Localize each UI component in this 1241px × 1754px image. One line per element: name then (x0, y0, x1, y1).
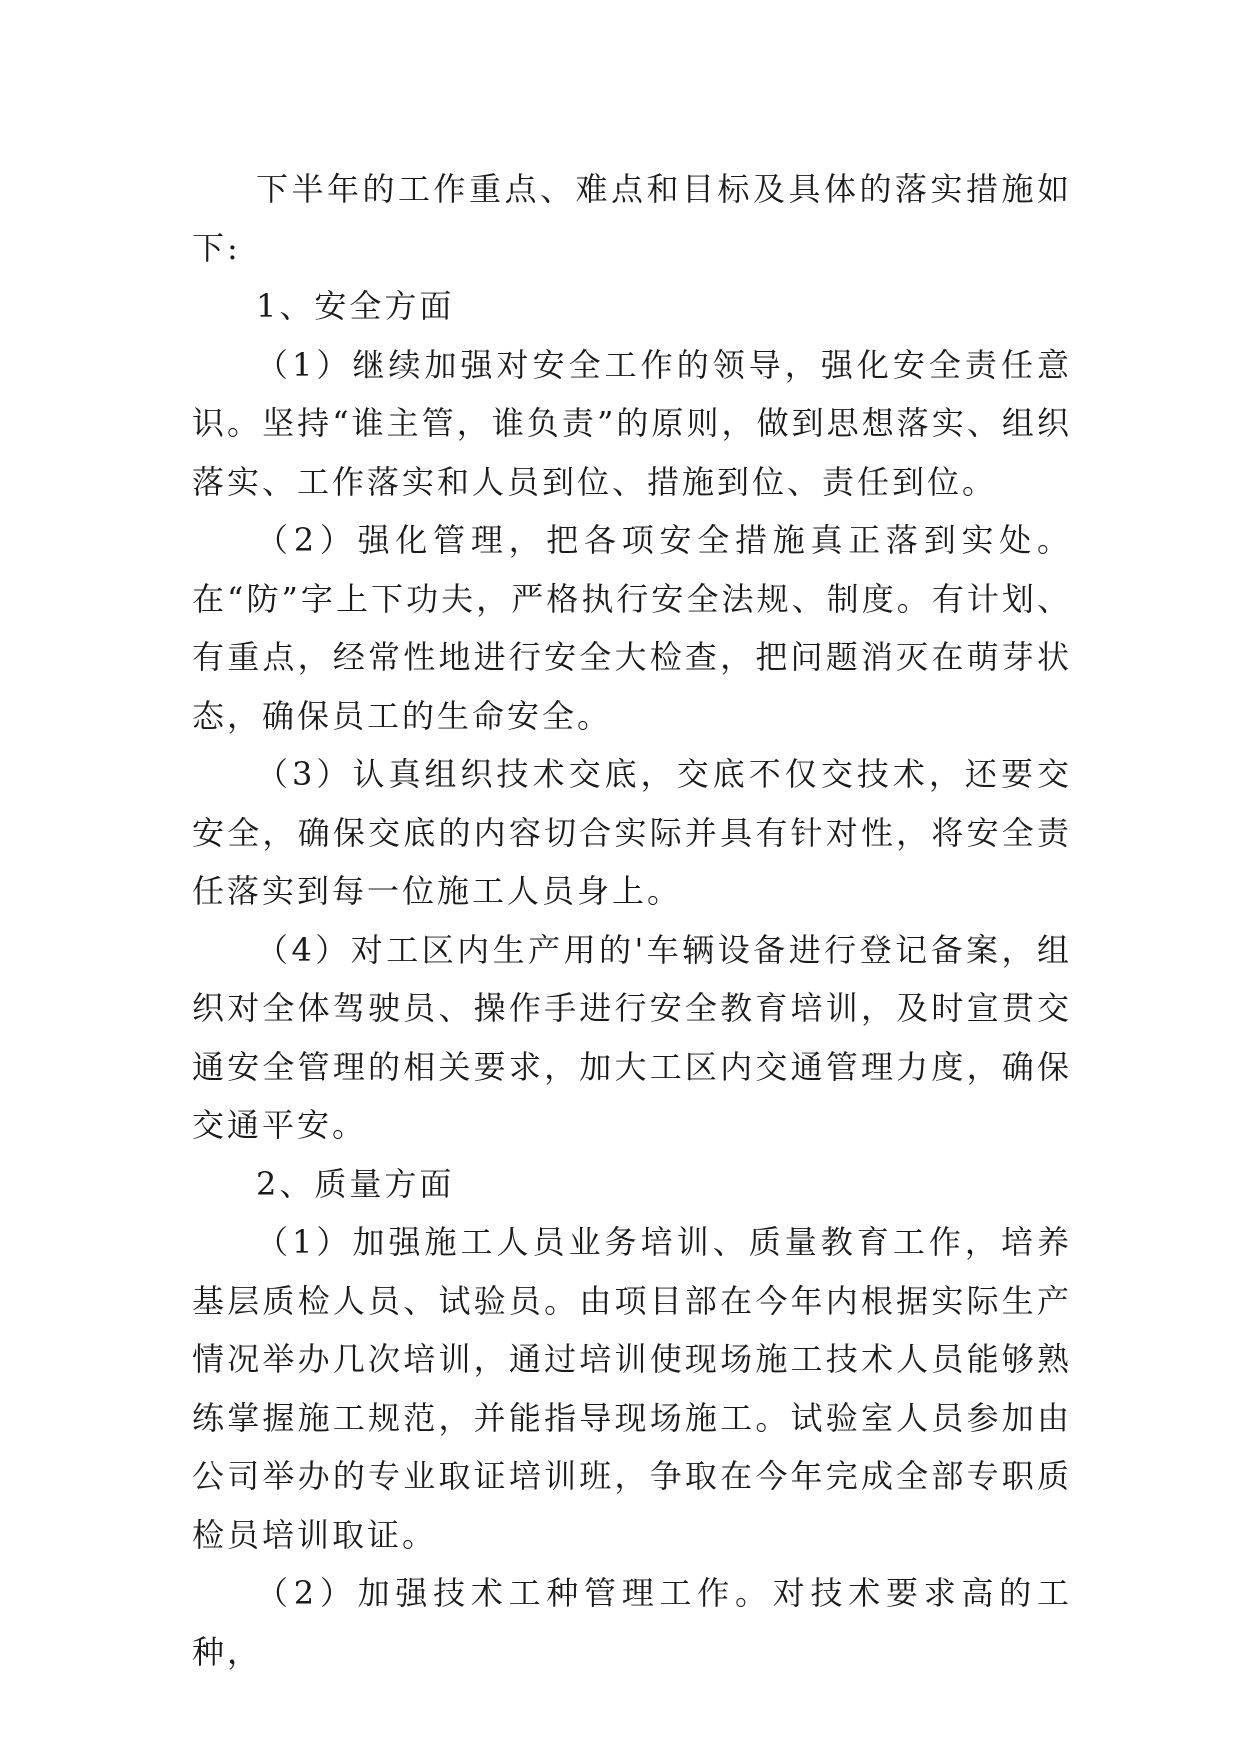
safety-item-3: （3）认真组织技术交底，交底不仅交技术，还要交安全，确保交底的内容切合实际并具有针对性，将安全责任落实到每一位施工人员身上。 (192, 755, 1072, 910)
safety-item-2: （2）强化管理，把各项安全措施真正落到实处。在“防”字上下功夫，严格执行安全法规、制度。有计划、有重点，经常性地进行安全大检查，把问题消灭在萌芽状态，确保员工的生命安全。 (192, 521, 1072, 735)
intro-paragraph: 下半年的工作重点、难点和目标及具体的落实措施如下: (192, 170, 1072, 267)
section-heading-safety: 1、安全方面 (256, 287, 455, 325)
quality-item-1: （1）加强施工人员业务培训、质量教育工作，培养基层质检人员、试验员。由项目部在今年内根据实际生产情况举办几次培训，通过培训使现场施工技术人员能够熟练掌握施工规范，并能指导现场施工。试验室人员参加由公司举办的专业取证培训班，争取在今年完成全部专职质检员培训取证。 (192, 1223, 1072, 1554)
quality-item-2: （2）加强技术工种管理工作。对技术要求高的工种， (192, 1574, 1072, 1671)
safety-item-4: （4）对工区内生产用的'车辆设备进行登记备案，组织对全体驾驶员、操作手进行安全教育培训，及时宣贯交通安全管理的相关要求，加大工区内交通管理力度，确保交通平安。 (192, 930, 1072, 1144)
safety-item-1: （1）继续加强对安全工作的领导，强化安全责任意识。坚持“谁主管，谁负责”的原则，做到思想落实、组织落实、工作落实和人员到位、措施到位、责任到位。 (192, 345, 1072, 501)
section-heading-quality: 2、质量方面 (256, 1164, 455, 1203)
document-body (192, 160, 1072, 1681)
